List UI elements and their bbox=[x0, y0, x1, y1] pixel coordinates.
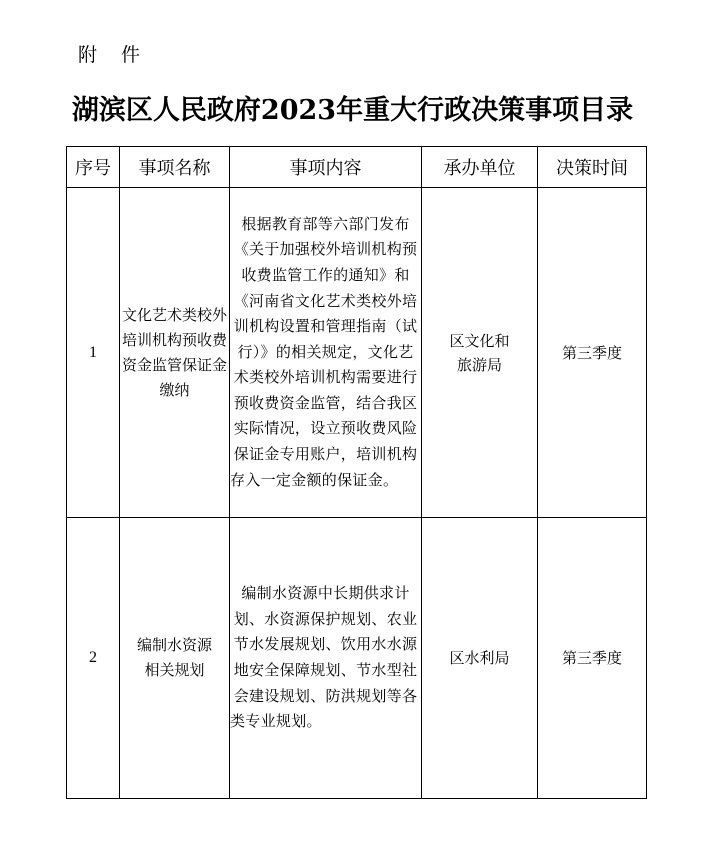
header-content: 事项内容 bbox=[230, 147, 422, 188]
row-seq: 2 bbox=[67, 518, 120, 799]
decision-catalog-table bbox=[66, 146, 647, 799]
row-content: 根据教育部等六部门发布《关于加强校外培训机构预收费监管工作的通知》和《河南省文化艺术类校外培训机构设置和管理指南（试行）》的相关规定，文化艺术类校外培训机构需要进行预收费资金监管，结合我区实际情况，设立预收费风险保证金专用账户，培训机构存入一定金额的保证金。 bbox=[230, 188, 422, 518]
table-header-row bbox=[67, 147, 647, 188]
row-time: 第三季度 bbox=[538, 518, 647, 799]
table-row bbox=[67, 518, 647, 799]
header-dept: 承办单位 bbox=[422, 147, 538, 188]
document-title: 湖滨区人民政府2023年重大行政决策事项目录 bbox=[71, 95, 634, 126]
header-seq: 序号 bbox=[67, 147, 120, 188]
row-name-text: 编制水资源相关规划 bbox=[136, 636, 212, 679]
row-time: 第三季度 bbox=[538, 188, 647, 518]
row-seq: 1 bbox=[67, 188, 120, 518]
row-dept: 区水利局 bbox=[422, 518, 538, 799]
row-name: 文化艺术类校外培训机构预收费资金监管保证金缴纳 bbox=[120, 188, 230, 518]
row-content: 编制水资源中长期供求计划、水资源保护规划、农业节水发展规划、饮用水水源地安全保障规划、节水型社会建设规划、防洪规划等各类专业规划。 bbox=[230, 518, 422, 799]
row-dept bbox=[422, 188, 538, 518]
header-name: 事项名称 bbox=[120, 147, 230, 188]
attachment-label: 附 件 bbox=[78, 44, 143, 66]
header-time: 决策时间 bbox=[538, 147, 647, 188]
row-dept-text: 区文化和旅游局 bbox=[449, 331, 510, 374]
table-row bbox=[67, 188, 647, 518]
row-name bbox=[120, 518, 230, 799]
